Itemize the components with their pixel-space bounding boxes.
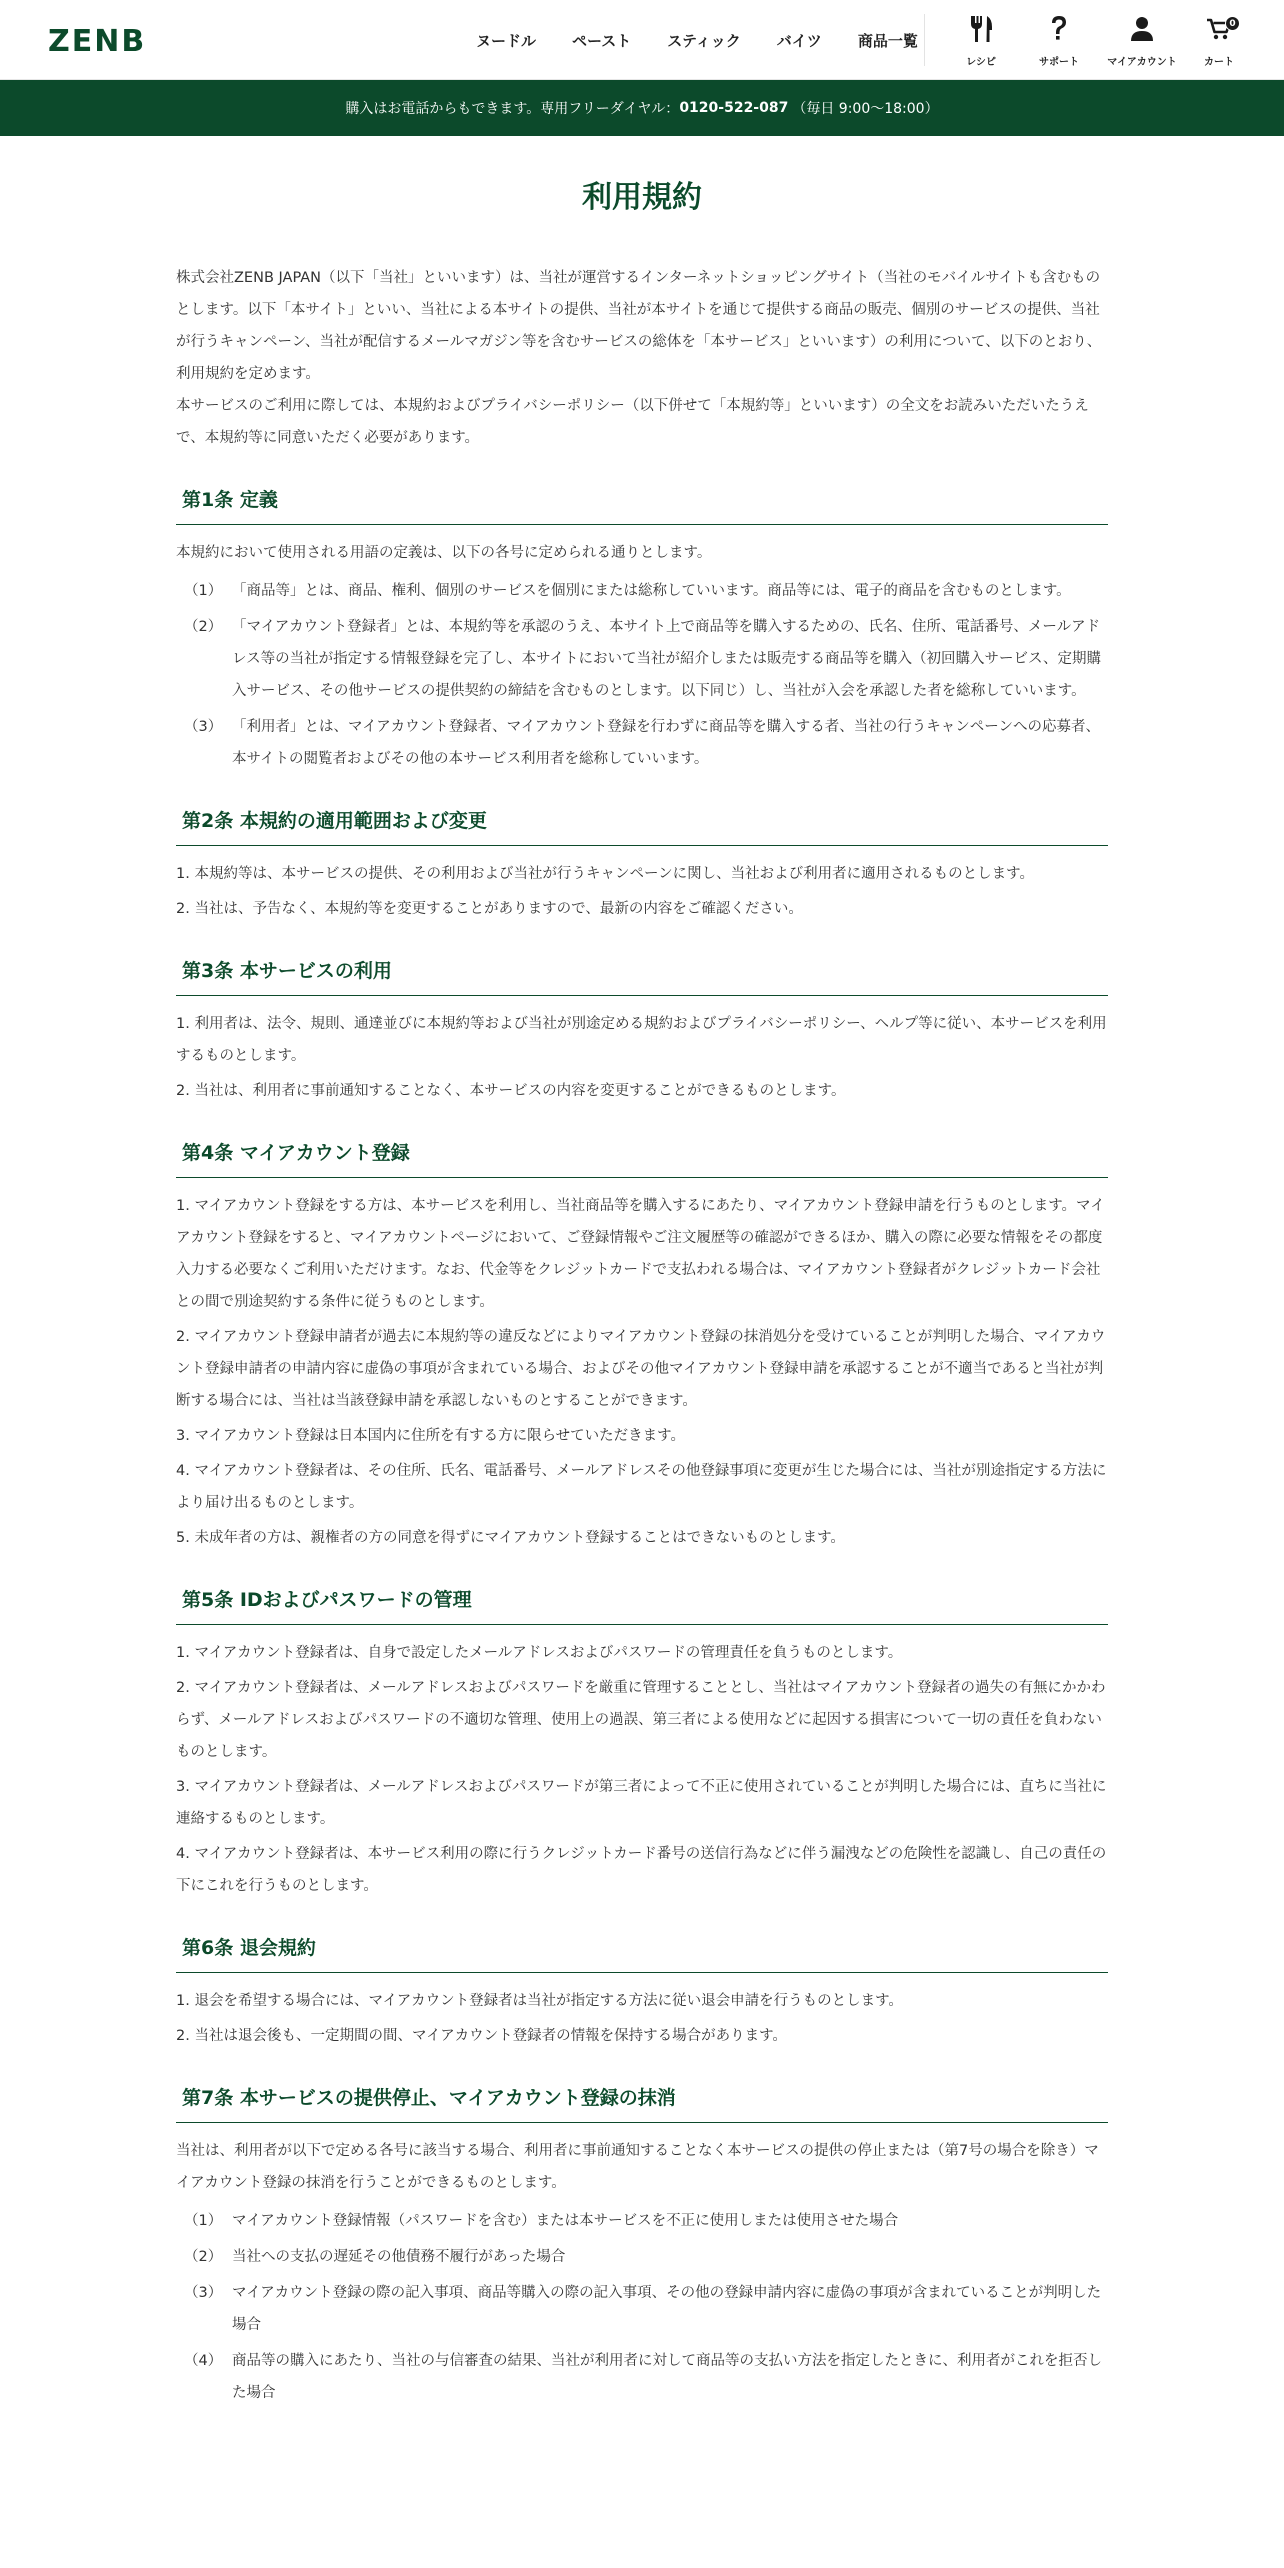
item-number: （3） (184, 2285, 223, 2301)
recipe-link[interactable] (936, 12, 1026, 68)
list-item: 2. 当社は、利用者に事前通知することなく、本サービスの内容を変更することができるものとします。 (176, 1075, 1108, 1107)
section-heading: 第1条 定義 (176, 486, 1108, 525)
intro (176, 262, 1108, 454)
definition-item (176, 611, 1108, 707)
list-item: 4. マイアカウント登録者は、その住所、氏名、電話番号、メールアドレスその他登録事項に変更が生じた場合には、当社が別途指定する方法により届け出るものとします。 (176, 1455, 1108, 1519)
recipe-label: レシピ (966, 57, 996, 68)
list-item: 2. マイアカウント登録申請者が過去に本規約等の違反などによりマイアカウント登録の抹消処分を受けていることが判明した場合、マイアカウント登録申請者の申請内容に虚偽の事項が含まれている場合、およびその他マイアカウント登録申請を承認することが不適当であると当社が判断する場合には、当社は当該登録申請を承認しないものとすることができます。 (176, 1321, 1108, 1417)
list-item: 1. マイアカウント登録者は、自身で設定したメールアドレスおよびパスワードの管理責任を負うものとします。 (176, 1637, 1108, 1669)
section-heading: 第2条 本規約の適用範囲および変更 (176, 807, 1108, 846)
definition-item (176, 575, 1108, 607)
list-item: 1. 本規約等は、本サービスの提供、その利用および当社が行うキャンペーンに関し、当社および利用者に適用されるものとします。 (176, 858, 1108, 890)
intro-paragraph: 本サービスのご利用に際しては、本規約およびプライバシーポリシー（以下併せて「本規約等」といいます）の全文をお読みいただいたうえで、本規約等に同意いただく必要があります。 (176, 398, 1089, 446)
item-text: マイアカウント登録の際の記入事項、商品等購入の際の記入事項、その他の登録申請内容に虚偽の事項が含まれていることが判明した場合 (232, 2285, 1102, 2333)
item-number: （1） (184, 2213, 223, 2229)
nav-item-all-products[interactable]: 商品一覧 (857, 31, 918, 50)
announcement-text: 購入はお電話からもできます。専用フリーダイヤル： (345, 101, 680, 117)
article-list (176, 1008, 1108, 1107)
suspension-list (176, 2205, 1108, 2409)
section-heading: 第4条 マイアカウント登録 (176, 1139, 1108, 1178)
page-title: 利用規約 (582, 180, 702, 215)
announcement-hours: （毎日 9:00～18:00） (792, 101, 939, 117)
article-list (176, 1637, 1108, 1902)
intro-paragraph: 株式会社ZENB JAPAN（以下「当社」といいます）は、当社が運営するインターネットショッピングサイト（当社のモバイルサイトも含むものとします。以下「本サイト」といい、当社による本サイトの提供、当社が本サイトを通じて提供する商品の販売、個別のサービスの提供、当社が行うキャンペーン、当社が配信するメールマガジン等を含むサービスの総体を「本サービス」といいます）の利用について、以下のとおり、利用規約を定めます。 (176, 270, 1102, 382)
item-number: （2） (184, 2249, 223, 2265)
header-divider (924, 14, 925, 66)
item-text: 商品等の購入にあたり、当社の与信審査の結果、当社が利用者に対して商品等の支払い方法を指定したときに、利用者がこれを拒否した場合 (232, 2353, 1102, 2401)
item-text: 当社への支払の遅延その他債務不履行があった場合 (232, 2249, 566, 2265)
cart-label: カート (1204, 57, 1234, 68)
list-item: 2. 当社は退会後も、一定期間の間、マイアカウント登録者の情報を保持する場合があります。 (176, 2020, 1108, 2052)
section-heading: 第3条 本サービスの利用 (176, 957, 1108, 996)
svg-text:ZENB: ZENB (48, 24, 147, 58)
item-text: マイアカウント登録情報（パスワードを含む）または本サービスを不正に使用しまたは使用させた場合 (232, 2213, 899, 2229)
item-text: 「商品等」とは、商品、権利、個別のサービスを個別にまたは総称していいます。商品等には、電子的商品を含むものとします。 (232, 583, 1071, 599)
support-label: サポート (1039, 57, 1079, 68)
fork-knife-icon (968, 15, 994, 43)
cart-count-badge: 0 (1225, 16, 1240, 31)
section-heading: 第7条 本サービスの提供停止、マイアカウント登録の抹消 (176, 2084, 1108, 2123)
definition-list (176, 575, 1108, 775)
nav-item-bites[interactable]: バイツ (776, 31, 822, 50)
list-item: 1. 利用者は、法令、規則、通達並びに本規約等および当社が別途定める規約およびプライバシーポリシー、ヘルプ等に従い、本サービスを利用するものとします。 (176, 1008, 1108, 1072)
suspension-item (176, 2241, 1108, 2273)
list-item: 5. 未成年者の方は、親権者の方の同意を得ずにマイアカウント登録することはできないものとします。 (176, 1522, 1108, 1554)
suspension-item (176, 2205, 1108, 2237)
nav-item-noodle[interactable]: ヌードル (476, 31, 537, 50)
list-item: 4. マイアカウント登録者は、本サービス利用の際に行うクレジットカード番号の送信行為などに伴う漏洩などの危険性を認識し、自己の責任の下にこれを行うものとします。 (176, 1838, 1108, 1902)
person-icon (1130, 16, 1154, 42)
list-item: 2. 当社は、予告なく、本規約等を変更することがありますので、最新の内容をご確認ください。 (176, 893, 1108, 925)
terms-content (176, 262, 1108, 2413)
my-account-label: マイアカウント (1107, 57, 1177, 68)
article-list (176, 858, 1108, 925)
site-header (0, 0, 1284, 80)
section-lead: 当社は、利用者が以下で定める各号に該当する場合、利用者に事前通知することなく本サービスの提供の停止または（第7号の場合を除き）マイアカウント登録の抹消を行うことができるものとします。 (176, 2143, 1099, 2191)
nav-item-paste[interactable]: ペースト (572, 31, 632, 50)
list-item: 3. マイアカウント登録者は、メールアドレスおよびパスワードが第三者によって不正に使用されていることが判明した場合には、直ちに当社に連絡するものとします。 (176, 1771, 1108, 1835)
section-heading: 第5条 IDおよびパスワードの管理 (176, 1586, 1108, 1625)
nav-item-stick[interactable]: スティック (667, 31, 741, 50)
announcement-bar (0, 80, 1284, 136)
section-heading: 第6条 退会規約 (176, 1934, 1108, 1973)
article-list (176, 1985, 1108, 2052)
article-list (176, 1190, 1108, 1554)
item-number: （3） (184, 719, 223, 735)
question-icon (1048, 15, 1070, 43)
suspension-item (176, 2277, 1108, 2341)
list-item: 1. 退会を希望する場合には、マイアカウント登録者は当社が指定する方法に従い退会申請を行うものとします。 (176, 1985, 1108, 2017)
announcement-phone[interactable]: 0120-522-087 (679, 100, 789, 116)
section-lead: 本規約において使用される用語の定義は、以下の各号に定められる通りとします。 (176, 545, 712, 561)
definition-item (176, 711, 1108, 775)
list-item: 2. マイアカウント登録者は、メールアドレスおよびパスワードを厳重に管理することとし、当社はマイアカウント登録者の過失の有無にかかわらず、メールアドレスおよびパスワードの不適切な管理、使用上の過誤、第三者による使用などに起因する損害について一切の責任を負わないものとします。 (176, 1672, 1108, 1768)
main-nav (476, 0, 918, 80)
item-text: 「マイアカウント登録者」とは、本規約等を承認のうえ、本サイト上で商品等を購入するための、氏名、住所、電話番号、メールアドレス等の当社が指定する情報登録を完了し、本サイトにおいて当社が紹介しまたは販売する商品等を購入（初回購入サービス、定期購入サービス、その他サービスの提供契約の締結を含むものとします。以下同じ）し、当社が入会を承認した者を総称していいます。 (232, 619, 1101, 699)
item-number: （2） (184, 619, 223, 635)
cart-link[interactable] (1173, 12, 1265, 68)
item-text: 「利用者」とは、マイアカウント登録者、マイアカウント登録を行わずに商品等を購入する者、当社の行うキャンペーンへの応募者、本サイトの閲覧者およびその他の本サービス利用者を総称していいます。 (232, 719, 1100, 767)
zenb-logo[interactable] (48, 22, 164, 58)
item-number: （1） (184, 583, 223, 599)
item-number: （4） (184, 2353, 223, 2369)
list-item: 3. マイアカウント登録は日本国内に住所を有する方に限らせていただきます。 (176, 1420, 1108, 1452)
suspension-item (176, 2345, 1108, 2409)
list-item: 1. マイアカウント登録をする方は、本サービスを利用し、当社商品等を購入するにあたり、マイアカウント登録申請を行うものとします。マイアカウント登録をすると、マイアカウントページにおいて、ご登録情報やご注文履歴等の確認ができるほか、購入の際に必要な情報をその都度入力する必要なくご利用いただけます。なお、代金等をクレジットカードで支払われる場合は、マイアカウント登録者がクレジットカード会社との間で別途契約する条件に従うものとします。 (176, 1190, 1108, 1318)
support-link[interactable] (1014, 12, 1104, 68)
